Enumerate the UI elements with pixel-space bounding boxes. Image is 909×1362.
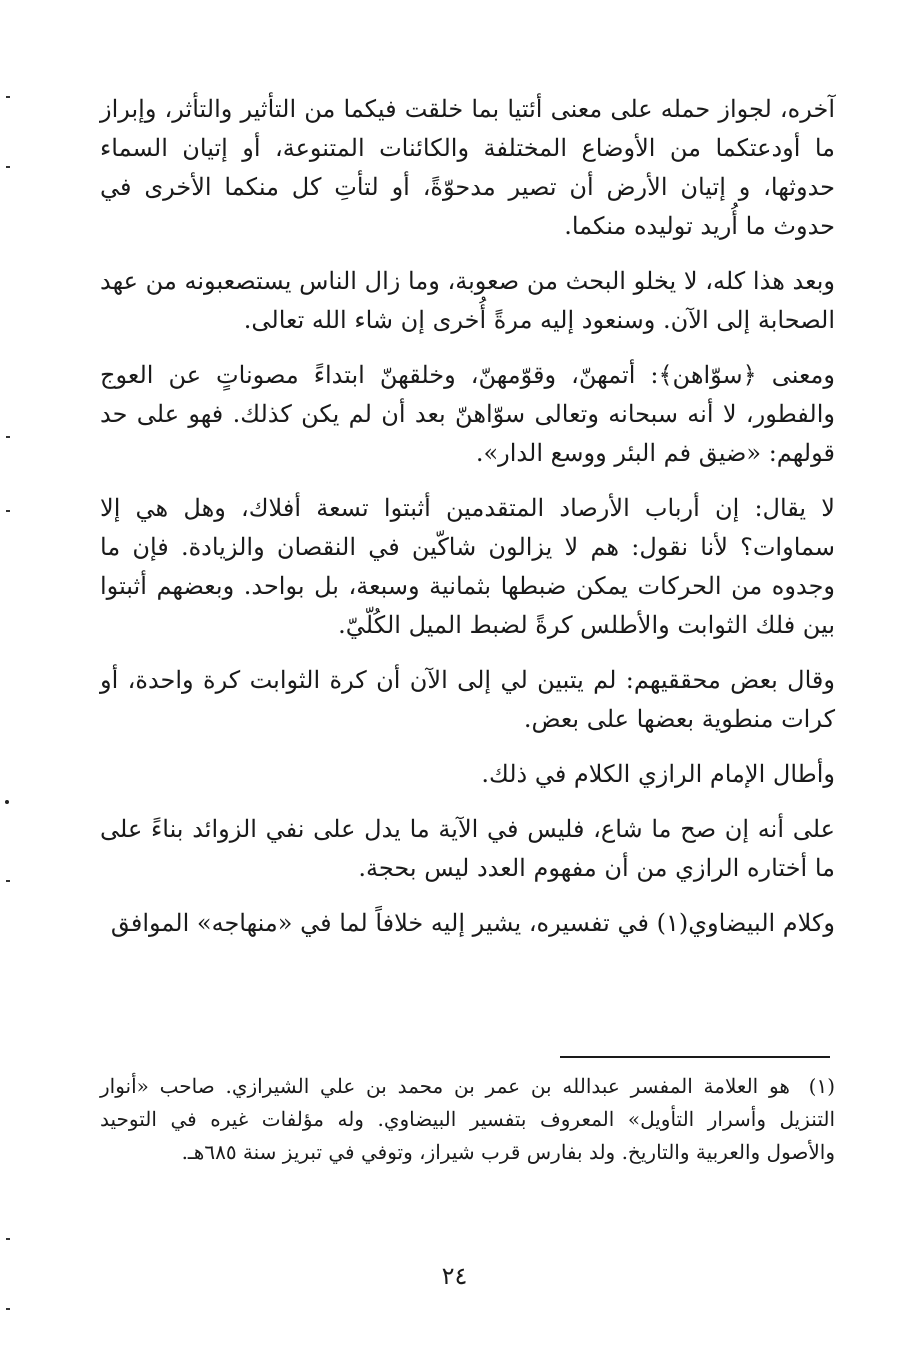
scan-mark (6, 510, 10, 512)
footnote-text: هو العلامة المفسر عبدالله بن عمر بن محمد بن علي الشيرازي. صاحب «أنوار التنزيل وأسرار التأويل» المعروف بتفسير البيضاوي. وله مؤلفات غيره في التوحيد والأصول والعربية والتاريخ. ولد بفارس قرب شيراز، وتوفي في تبريز سنة ٦٨٥هـ. (100, 1074, 835, 1164)
scan-mark (6, 166, 10, 168)
footnote (100, 1070, 835, 1169)
scan-mark (6, 1308, 10, 1310)
paragraph-2: وبعد هذا كله، لا يخلو البحث من صعوبة، وما زال الناس يستصعبونه من عهد الصحابة إلى الآن. وسنعود إليه مرةً أُخرى إن شاء الله تعالى. (100, 267, 835, 334)
footnote-marker: (١) (808, 1074, 836, 1098)
scan-mark (6, 96, 10, 98)
scan-dot (5, 800, 9, 804)
paragraph-3: ومعنى ﴿سوّاهن﴾: أتمهنّ، وقوّمهنّ، وخلقهنّ ابتداءً مصوناتٍ عن العوج والفطور، لا أنه سبحانه وتعالى سوّاهنّ بعد أن لم يكن كذلك. فهو على حد قولهم: «ضيق فم البئر ووسع الدار». (100, 361, 835, 467)
paragraph-4: لا يقال: إن أرباب الأرصاد المتقدمين أثبتوا تسعة أفلاك، وهل هي إلا سماوات؟ لأنا نقول: هم لا يزالون شاكّين في النقصان والزيادة. فإن ما وجدوه من الحركات يمكن ضبطها بثمانية وسبعة، بل بواحد. وبعضهم أثبتوا بين فلك الثوابت والأطلس كرةً لضبط الميل الكُلّيّ. (100, 494, 835, 639)
paragraph-1: آخره، لجواز حمله على معنى أئتيا بما خلقت فيكما من التأثير والتأثر، وإبراز ما أودعتكما من الأوضاع المختلفة والكائنات المتنوعة، أو إتيان السماء حدوثها، و إتيان الأرض أن تصير مدحوّةً، أو لتأتِ كل منكما الأخرى في حدوث ما أُريد توليده منكما. (100, 95, 835, 240)
scan-mark (6, 880, 10, 882)
scan-mark (6, 436, 10, 438)
scan-mark (6, 1238, 10, 1240)
paragraph-5: وقال بعض محققيهم: لم يتبين لي إلى الآن أن كرة الثوابت كرة واحدة، أو كرات منطوية بعضها على بعض. (100, 666, 835, 733)
paragraph-8: وكلام البيضاوي(١) في تفسيره، يشير إليه خلافاً لما في «منهاجه» الموافق (110, 909, 835, 937)
paragraph-6: وأطال الإمام الرازي الكلام في ذلك. (481, 760, 835, 788)
main-text-block (100, 90, 835, 959)
footnote-divider (560, 1056, 830, 1058)
paragraph-7: على أنه إن صح ما شاع، فليس في الآية ما يدل على نفي الزوائد بناءً على ما أختاره الرازي من أن مفهوم العدد ليس بحجة. (100, 815, 835, 882)
page-number: ٢٤ (441, 1262, 468, 1290)
